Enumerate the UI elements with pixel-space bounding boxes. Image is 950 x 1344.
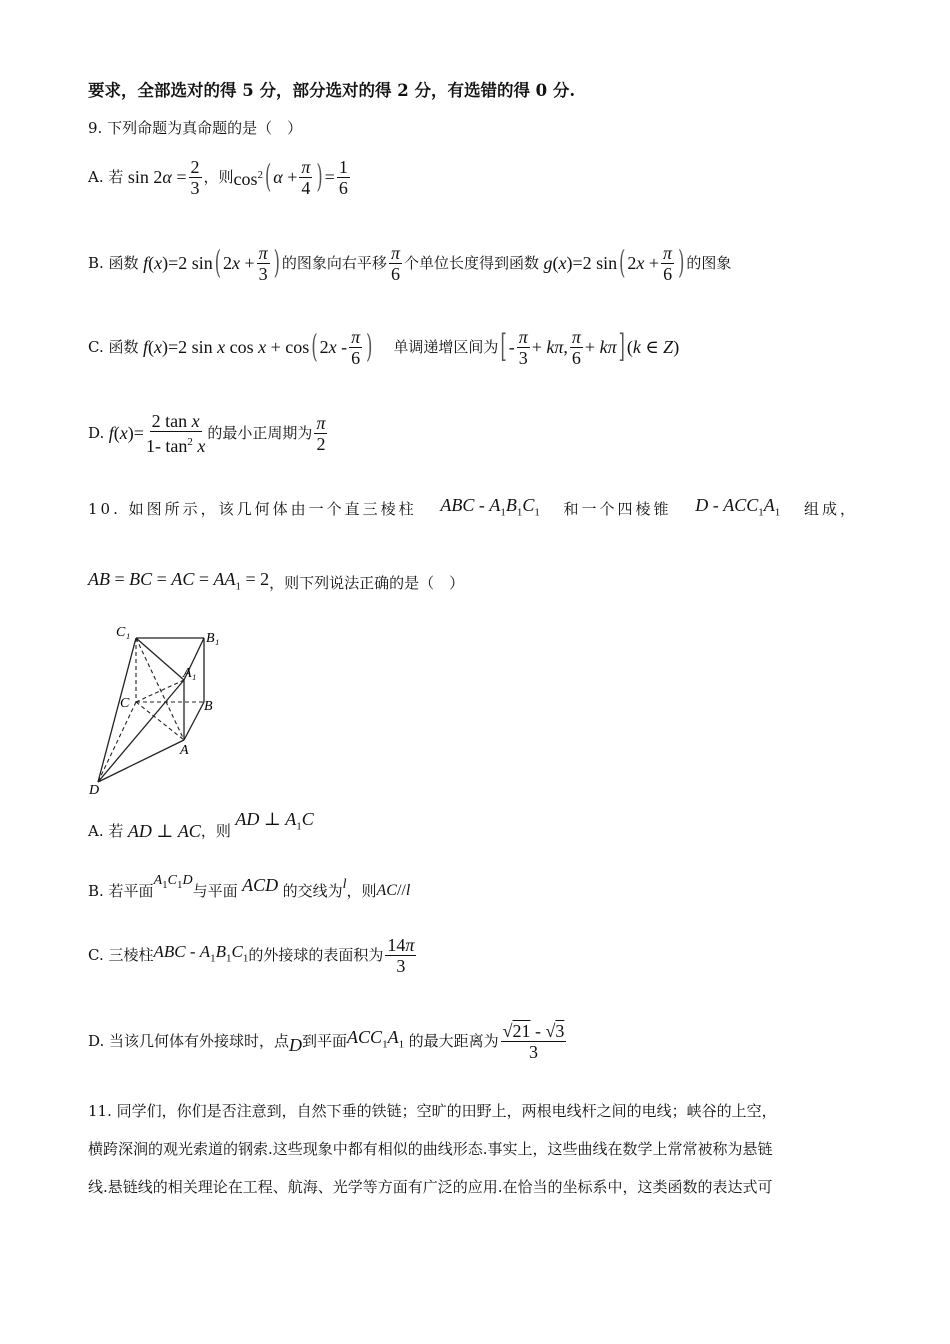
q10-option-b: B. 若平面 $A_1C_1D$ 与平面 ACD 的交线为 l ，则 AC//l [88, 873, 411, 900]
q9-a-frac: $\frac{2}{3}$ [190, 156, 200, 198]
q9-a-condition: sin 2α = [123, 167, 187, 187]
q9-b-mid1: 的图象向右平移 [281, 254, 387, 272]
q10-stem-end: 组成， [803, 499, 858, 518]
q9-option-a: A. 若 sin 2α = $\frac{2}{3}$ ，则 $\cos^2$ ( α + $\frac{\pi}{4}$ ) = $\frac{1}{6}$ [88, 156, 348, 198]
q9-b-end: 的图象 [686, 254, 732, 272]
q10-c-mid: 的外接球的表面积为 [248, 946, 384, 964]
q10-b-label: B. 若平面 [88, 882, 154, 900]
edge-ba [184, 702, 204, 740]
q11-paragraph [88, 1092, 863, 1206]
label-b1: B₁ [206, 631, 220, 646]
q10-d-label: D. 当该几何体有外接球时，点 [88, 1032, 290, 1050]
label-b: B [204, 699, 213, 714]
q10-d-mid2: 的最大距离为 [408, 1032, 499, 1050]
q9-b-label: B. 函数 [88, 254, 139, 272]
q9-option-d: D. f(x)= $\frac{\text{2 tan x}}{1- \tan^2 x}$ 的最小正周期为 $\frac{\pi}{2}$ [88, 410, 326, 456]
label-d: D [89, 783, 100, 798]
edge-c1a1 [136, 638, 184, 680]
q9-a-label: A. 若 [88, 168, 124, 186]
q10-b-mid1: 与平面 [192, 882, 238, 900]
q9-a-conclusion: $\cos^2$ [233, 169, 264, 189]
q10-d-mid1: 到平面 [302, 1032, 348, 1050]
q9-stem: 9. 下列命题为真命题的是（ ） [88, 119, 303, 137]
edge-ca1 [136, 680, 184, 702]
edge-ad [98, 740, 184, 782]
q11-line: 横跨深涧的观光索道的钢索.这些现象中都有相似的曲线形态.事实上，这些曲线在数学上常常被称为悬链 [88, 1140, 773, 1158]
q9-option-c: C. 函数 f(x)=2 sin x cos x + cos ( 2x - $\frac{\pi}{6}$ ) 单调递增区间为 [ - $\frac{\pi}{3}$ + kπ, $\frac{\pi}{6}$ + kπ ] (k ∈ Z) [88, 326, 680, 368]
q10-option-a: A. 若 AD ⊥ AC ，则 AD ⊥ $A_1C$ [88, 809, 314, 841]
q10-cond-end: ，则下列说法正确的是（ ） [269, 573, 465, 592]
q10-stem: 10. 如图所示，该几何体由一个直三棱柱 ABC - $A_1B_1C_1$ 和一个四棱锥 D - $ACC_1A_1$ 组成， [88, 495, 858, 519]
q10-stem-mid: 和一个四棱锥 [563, 499, 672, 518]
q11-line: 11. 同学们，你们是否注意到，自然下垂的铁链；空旷的田野上，两根电线杆之间的电线；峡谷的上空， [88, 1102, 777, 1120]
q10-condition: AB = BC = AC = $AA_1 = 2$ ，则下列说法正确的是（ ） [88, 569, 465, 593]
q10-b-mid2: 的交线为 [282, 882, 343, 900]
q11-line: 线.悬链线的相关理论在工程、航海、光学等方面有广泛的应用.在恰当的坐标系中，这类函数的表达式可 [88, 1178, 773, 1196]
q10-option-c: C. 三棱柱 ABC - $A_1B_1C_1$ 的外接球的表面积为 $\frac{14\pi}{3}$ [88, 934, 415, 976]
q9-a-mid: ，则 [203, 168, 234, 186]
label-c: C [120, 696, 130, 711]
q10-option-d: D. 当该几何体有外接球时，点 D 到平面 $ACC_1A_1$ 的最大距离为 $\frac{√21 - √3}{3}$ [88, 1020, 565, 1062]
label-a1: A₁ [183, 666, 197, 681]
q10-a-mid: ，则 [200, 822, 231, 840]
q9-d-end: 的最小正周期为 [207, 424, 313, 442]
q9-c-label: C. 函数 [88, 338, 139, 356]
geometry-figure [86, 620, 236, 800]
q9-b-mid2: 个单位长度得到函数 [403, 254, 539, 272]
q10-c-label: C. 三棱柱 [88, 946, 154, 964]
q9-c-mid: 单调递增区间为 [393, 338, 499, 356]
q10-stem-prefix: 10. 如图所示，该几何体由一个直三棱柱 [88, 499, 417, 518]
q10-b-mid3: ，则 [346, 882, 377, 900]
q9-d-label: D. [88, 424, 105, 442]
q9-option-b: B. 函数 f(x)=2 sin ( 2x + $\frac{\pi}{3}$ ) 的图象向右平移 $\frac{\pi}{6}$ 个单位长度得到函数 g(x)=2 sin ( 2x + $\frac{\pi}{6}$ ) 的图象 [88, 242, 732, 284]
q10-a-label: A. 若 [88, 822, 124, 840]
edge-cd [98, 702, 136, 782]
label-a: A [180, 743, 189, 758]
label-c1: C₁ [116, 625, 131, 640]
section-requirement: 要求，全部选对的得 5 分，部分选对的得 2 分，有选错的得 0 分. [88, 81, 576, 100]
